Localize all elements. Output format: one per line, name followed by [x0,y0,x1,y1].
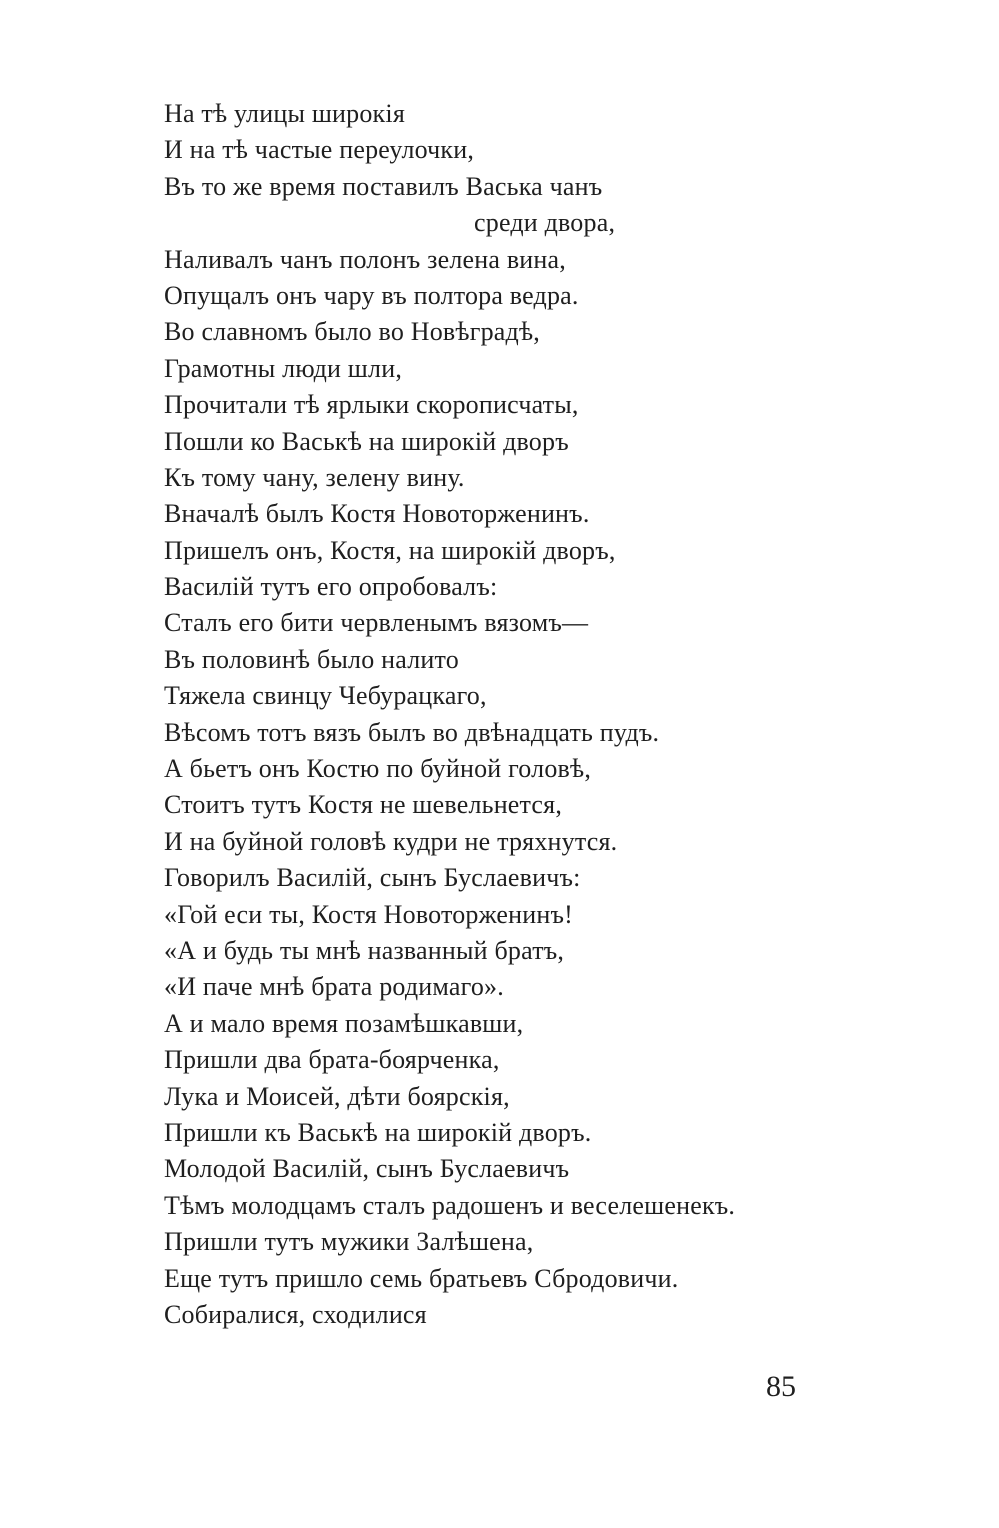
poem-line: Пришелъ онъ, Костя, на широкій дворъ, [164,535,616,565]
poem-line: Пришли тутъ мужики Залѣшена, [164,1227,534,1257]
poem-line: Молодой Василій, сынъ Буслаевичъ [164,1154,570,1184]
poem-line: «И паче мнѣ брата родимаго». [164,972,504,1002]
poem-line: «Гой еси ты, Костя Новоторженинъ! [164,899,574,929]
poem-line: Лука и Моисей, дѣти боярскія, [164,1081,510,1111]
poem-line: Въ половинѣ было налито [164,644,459,674]
poem-line: И на тѣ частые переулочки, [164,135,475,165]
poem-line: Вначалѣ былъ Костя Новоторженинъ. [164,499,590,529]
poem-line: Къ тому чану, зелену вину. [164,462,465,492]
poem-line: Стоитъ тутъ Костя не шевельнется, [164,790,563,820]
poem-text [164,96,844,1333]
poem-line: Василій тутъ его опробовалъ: [164,572,498,602]
poem-line: Прочитали тѣ ярлыки скорописчаты, [164,390,579,420]
poem-line: Пошли ко Васькѣ на широкій дворъ [164,426,569,456]
poem-line: Во славномъ было во Новѣградѣ, [164,317,540,347]
poem-line: Въ то же время поставилъ Васька чанъ [164,171,603,201]
poem-line: Тяжела свинцу Чебурацкаго, [164,681,487,711]
poem-line: Пришли два брата-боярченка, [164,1045,500,1075]
poem-line: «А и будь ты мнѣ названный братъ, [164,935,565,965]
poem-line-continuation: среди двора, [474,208,616,238]
poem-line: И на буйной головѣ кудри не тряхнутся. [164,826,618,856]
poem-line: Пришли къ Васькѣ на широкій дворъ. [164,1117,592,1147]
poem-line: Грамотны люди шли, [164,353,403,383]
poem-line: А бьетъ онъ Костю по буйной головѣ, [164,754,592,784]
poem-line: Наливалъ чанъ полонъ зелена вина, [164,244,566,274]
poem-line: Вѣсомъ тотъ вязъ былъ во двѣнадцать пудъ. [164,717,660,747]
page-number: 85 [766,1370,796,1403]
poem-line: Тѣмъ молодцамъ сталъ радошенъ и веселешенекъ. [164,1190,736,1220]
poem-line: Еще тутъ пришло семь братьевъ Сбродовичи. [164,1263,679,1293]
poem-line: Сталъ его бити червленымъ вязомъ— [164,608,589,638]
poem-line: Говорилъ Василій, сынъ Буслаевичъ: [164,863,581,893]
poem-line: На тѣ улицы широкія [164,99,405,128]
poem-line: А и мало время позамѣшкавши, [164,1008,524,1038]
poem-line: Опущалъ онъ чару въ полтора ведра. [164,280,579,310]
poem-line: Собиралися, сходилися [164,1299,427,1329]
